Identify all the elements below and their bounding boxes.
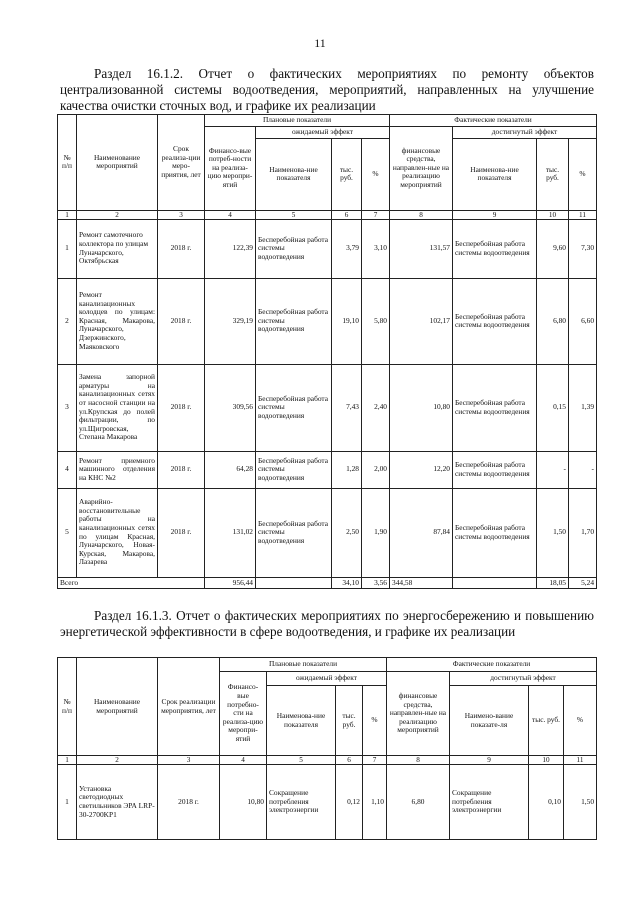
pct-plan-cell: 1,90	[362, 488, 390, 577]
header-indicator-act: Наимено-вание показате-ля	[450, 686, 529, 756]
fin-need-cell: 329,19	[205, 278, 256, 364]
total-empty	[453, 577, 537, 589]
header-fin-need: Финансо-вые потребно-сти на реализа-цию меропри-ятий	[220, 672, 267, 756]
expected-effect-cell: Бесперебойная работа системы водоотведения	[256, 219, 332, 278]
thous-plan-cell: 2,50	[332, 488, 362, 577]
achieved-effect-cell: Бесперебойная работа системы водоотведения	[453, 278, 537, 364]
header-expected: ожидаемый эффект	[256, 126, 390, 138]
achieved-effect-cell: Бесперебойная работа системы водоотведения	[453, 451, 537, 488]
pct-plan-cell: 3,10	[362, 219, 390, 278]
pct-act-cell: 1,39	[569, 364, 597, 451]
expected-effect-cell: Сокращение потребления электроэнергии	[267, 765, 336, 840]
pct-plan-cell: 5,80	[362, 278, 390, 364]
pct-act-cell: 7,30	[569, 219, 597, 278]
fin-need-cell: 10,80	[220, 765, 267, 840]
col-number: 1	[58, 756, 77, 765]
table-row	[58, 765, 597, 840]
term-cell: 2018 г.	[158, 278, 205, 364]
total-fin-need: 956,44	[205, 577, 256, 589]
col-number: 4	[220, 756, 267, 765]
achieved-effect-cell: Сокращение потребления электроэнергии	[450, 765, 529, 840]
fin-need-cell: 131,02	[205, 488, 256, 577]
total-pct-plan: 3,56	[362, 577, 390, 589]
header-thous-plan: тыс. руб.	[332, 138, 362, 210]
col-number: 9	[453, 210, 537, 219]
fin-need-cell: 64,28	[205, 451, 256, 488]
header-pct-plan: %	[363, 686, 387, 756]
measure-name: Аварийно-восстановительные работы на канализационных сетях по улицам Красная, Луначарского, Новая-Курская, Макарова, Лазарева	[77, 488, 158, 577]
fin-actual-cell: 6,80	[387, 765, 450, 840]
pct-plan-cell: 2,40	[362, 364, 390, 451]
header-pct-act: %	[569, 138, 597, 210]
col-number: 3	[158, 756, 220, 765]
column-numbers-row	[58, 756, 597, 765]
col-number: 7	[362, 210, 390, 219]
total-empty	[256, 577, 332, 589]
col-number: 5	[267, 756, 336, 765]
row-number: 1	[58, 765, 77, 840]
section-16-1-2-title: Раздел 16.1.2. Отчет о фактических мероприятиях по ремонту объектов централизованной системы водоотведения, мероприятий, направленных на улучшение качества очистки сточных вод, и графике их реализации	[60, 66, 594, 113]
pct-act-cell: 1,50	[564, 765, 597, 840]
fin-actual-cell: 102,17	[390, 278, 453, 364]
expected-effect-cell: Бесперебойная работа системы водоотведения	[256, 488, 332, 577]
header-thous-act: тыс. руб.	[529, 686, 564, 756]
achieved-effect-cell: Бесперебойная работа системы водоотведения	[453, 364, 537, 451]
table-row	[58, 219, 597, 278]
fin-actual-cell: 10,80	[390, 364, 453, 451]
row-number: 3	[58, 364, 77, 451]
page-number: 11	[314, 36, 326, 50]
term-cell: 2018 г.	[158, 219, 205, 278]
header-term: Срок реализации мероприятия, лет	[158, 658, 220, 756]
col-number: 6	[336, 756, 363, 765]
row-number: 1	[58, 219, 77, 278]
header-num: № п/п	[58, 658, 77, 756]
thous-act-cell: 6,80	[537, 278, 569, 364]
header-indicator-act: Наименова-ние показателя	[453, 138, 537, 210]
row-number: 2	[58, 278, 77, 364]
achieved-effect-cell: Бесперебойная работа системы водоотведения	[453, 488, 537, 577]
col-number: 3	[158, 210, 205, 219]
pct-plan-cell: 2,00	[362, 451, 390, 488]
header-name: Наименование мероприятий	[77, 658, 158, 756]
header-fin-need: Финансо-вые потреб-ности на реализа-цию меропри-ятий	[205, 126, 256, 210]
expected-effect-cell: Бесперебойная работа системы водоотведения	[256, 364, 332, 451]
measure-name: Ремонт приемного машинного отделения на КНС №2	[77, 451, 158, 488]
col-number: 6	[332, 210, 362, 219]
col-number: 8	[387, 756, 450, 765]
col-number: 2	[77, 756, 158, 765]
expected-effect-cell: Бесперебойная работа системы водоотведения	[256, 278, 332, 364]
total-row	[58, 577, 597, 589]
pct-plan-cell: 1,10	[363, 765, 387, 840]
col-number: 4	[205, 210, 256, 219]
header-thous-act: тыс. руб.	[537, 138, 569, 210]
fin-need-cell: 309,56	[205, 364, 256, 451]
header-thous-plan: тыс. руб.	[336, 686, 363, 756]
col-number: 2	[77, 210, 158, 219]
fin-need-cell: 122,39	[205, 219, 256, 278]
term-cell: 2018 г.	[158, 765, 220, 840]
measure-name: Установка светодиодных светильников ЭРА LRP-30-2700KP1	[77, 765, 158, 840]
col-number: 1	[58, 210, 77, 219]
header-term: Срок реализа-ции меро-приятия, лет	[158, 115, 205, 211]
fin-actual-cell: 87,84	[390, 488, 453, 577]
thous-plan-cell: 7,43	[332, 364, 362, 451]
total-thous-act: 18,05	[537, 577, 569, 589]
row-number: 4	[58, 451, 77, 488]
thous-act-cell: 0,15	[537, 364, 569, 451]
thous-act-cell: 9,60	[537, 219, 569, 278]
col-number: 11	[569, 210, 597, 219]
col-number: 7	[363, 756, 387, 765]
total-thous-plan: 34,10	[332, 577, 362, 589]
header-pct-act: %	[564, 686, 597, 756]
col-number: 10	[537, 210, 569, 219]
energy-saving-table	[57, 657, 597, 840]
thous-plan-cell: 19,10	[332, 278, 362, 364]
table-row	[58, 488, 597, 577]
thous-act-cell: -	[537, 451, 569, 488]
header-actual: Фактические показатели	[387, 658, 597, 672]
table-row	[58, 364, 597, 451]
thous-plan-cell: 1,28	[332, 451, 362, 488]
pct-act-cell: 6,60	[569, 278, 597, 364]
header-indicator-plan: Наименова-ние показателя	[267, 686, 336, 756]
thous-plan-cell: 0,12	[336, 765, 363, 840]
fin-actual-cell: 131,57	[390, 219, 453, 278]
col-number: 11	[564, 756, 597, 765]
fin-actual-cell: 12,20	[390, 451, 453, 488]
table-row	[58, 451, 597, 488]
measure-name: Замена запорной арматуры на канализационных сетях от насосной станции на ул.Крупская до полей фильтрации, по ул.Щигровская, Степана Макарова	[77, 364, 158, 451]
thous-act-cell: 1,50	[537, 488, 569, 577]
pct-act-cell: -	[569, 451, 597, 488]
expected-effect-cell: Бесперебойная работа системы водоотведения	[256, 451, 332, 488]
header-planned: Плановые показатели	[205, 115, 390, 127]
total-fin-actual: 344,58	[390, 577, 453, 589]
header-achieved: достигнутый эффект	[450, 672, 597, 686]
term-cell: 2018 г.	[158, 488, 205, 577]
col-number: 8	[390, 210, 453, 219]
header-fin-actual: финансовые средства, направлен-ные на реализацию мероприятий	[390, 126, 453, 210]
section-16-1-3-title: Раздел 16.1.3. Отчет о фактических мероприятиях по энергосбережению и повышению энергетической эффективности в сфере водоотведения, и графике их реализации	[60, 608, 594, 639]
achieved-effect-cell: Бесперебойная работа системы водоотведения	[453, 219, 537, 278]
repair-measures-table	[57, 114, 597, 589]
header-fin-actual: финансовые средства, направлен-ные на реализацию мероприятий	[387, 672, 450, 756]
col-number: 5	[256, 210, 332, 219]
pct-act-cell: 1,70	[569, 488, 597, 577]
header-actual: Фактические показатели	[390, 115, 597, 127]
header-pct-plan: %	[362, 138, 390, 210]
header-achieved: достигнутый эффект	[453, 126, 597, 138]
row-number: 5	[58, 488, 77, 577]
col-number: 9	[450, 756, 529, 765]
total-label: Всего	[58, 577, 205, 589]
term-cell: 2018 г.	[158, 451, 205, 488]
header-num: № п/п	[58, 115, 77, 211]
thous-plan-cell: 3,79	[332, 219, 362, 278]
col-number: 10	[529, 756, 564, 765]
term-cell: 2018 г.	[158, 364, 205, 451]
measure-name: Ремонт самотечного коллектора по улицам Луначарского, Октябрьская	[77, 219, 158, 278]
table-row	[58, 278, 597, 364]
column-numbers-row	[58, 210, 597, 219]
header-expected: ожидаемый эффект	[267, 672, 387, 686]
total-pct-act: 5,24	[569, 577, 597, 589]
thous-act-cell: 0,10	[529, 765, 564, 840]
header-name: Наименование мероприятий	[77, 115, 158, 211]
header-planned: Плановые показатели	[220, 658, 387, 672]
header-indicator-plan: Наименова-ние показателя	[256, 138, 332, 210]
measure-name: Ремонт канализационных колодцев по улицам: Красная, Макарова, Луначарского, Дзержинского, Маяковского	[77, 278, 158, 364]
